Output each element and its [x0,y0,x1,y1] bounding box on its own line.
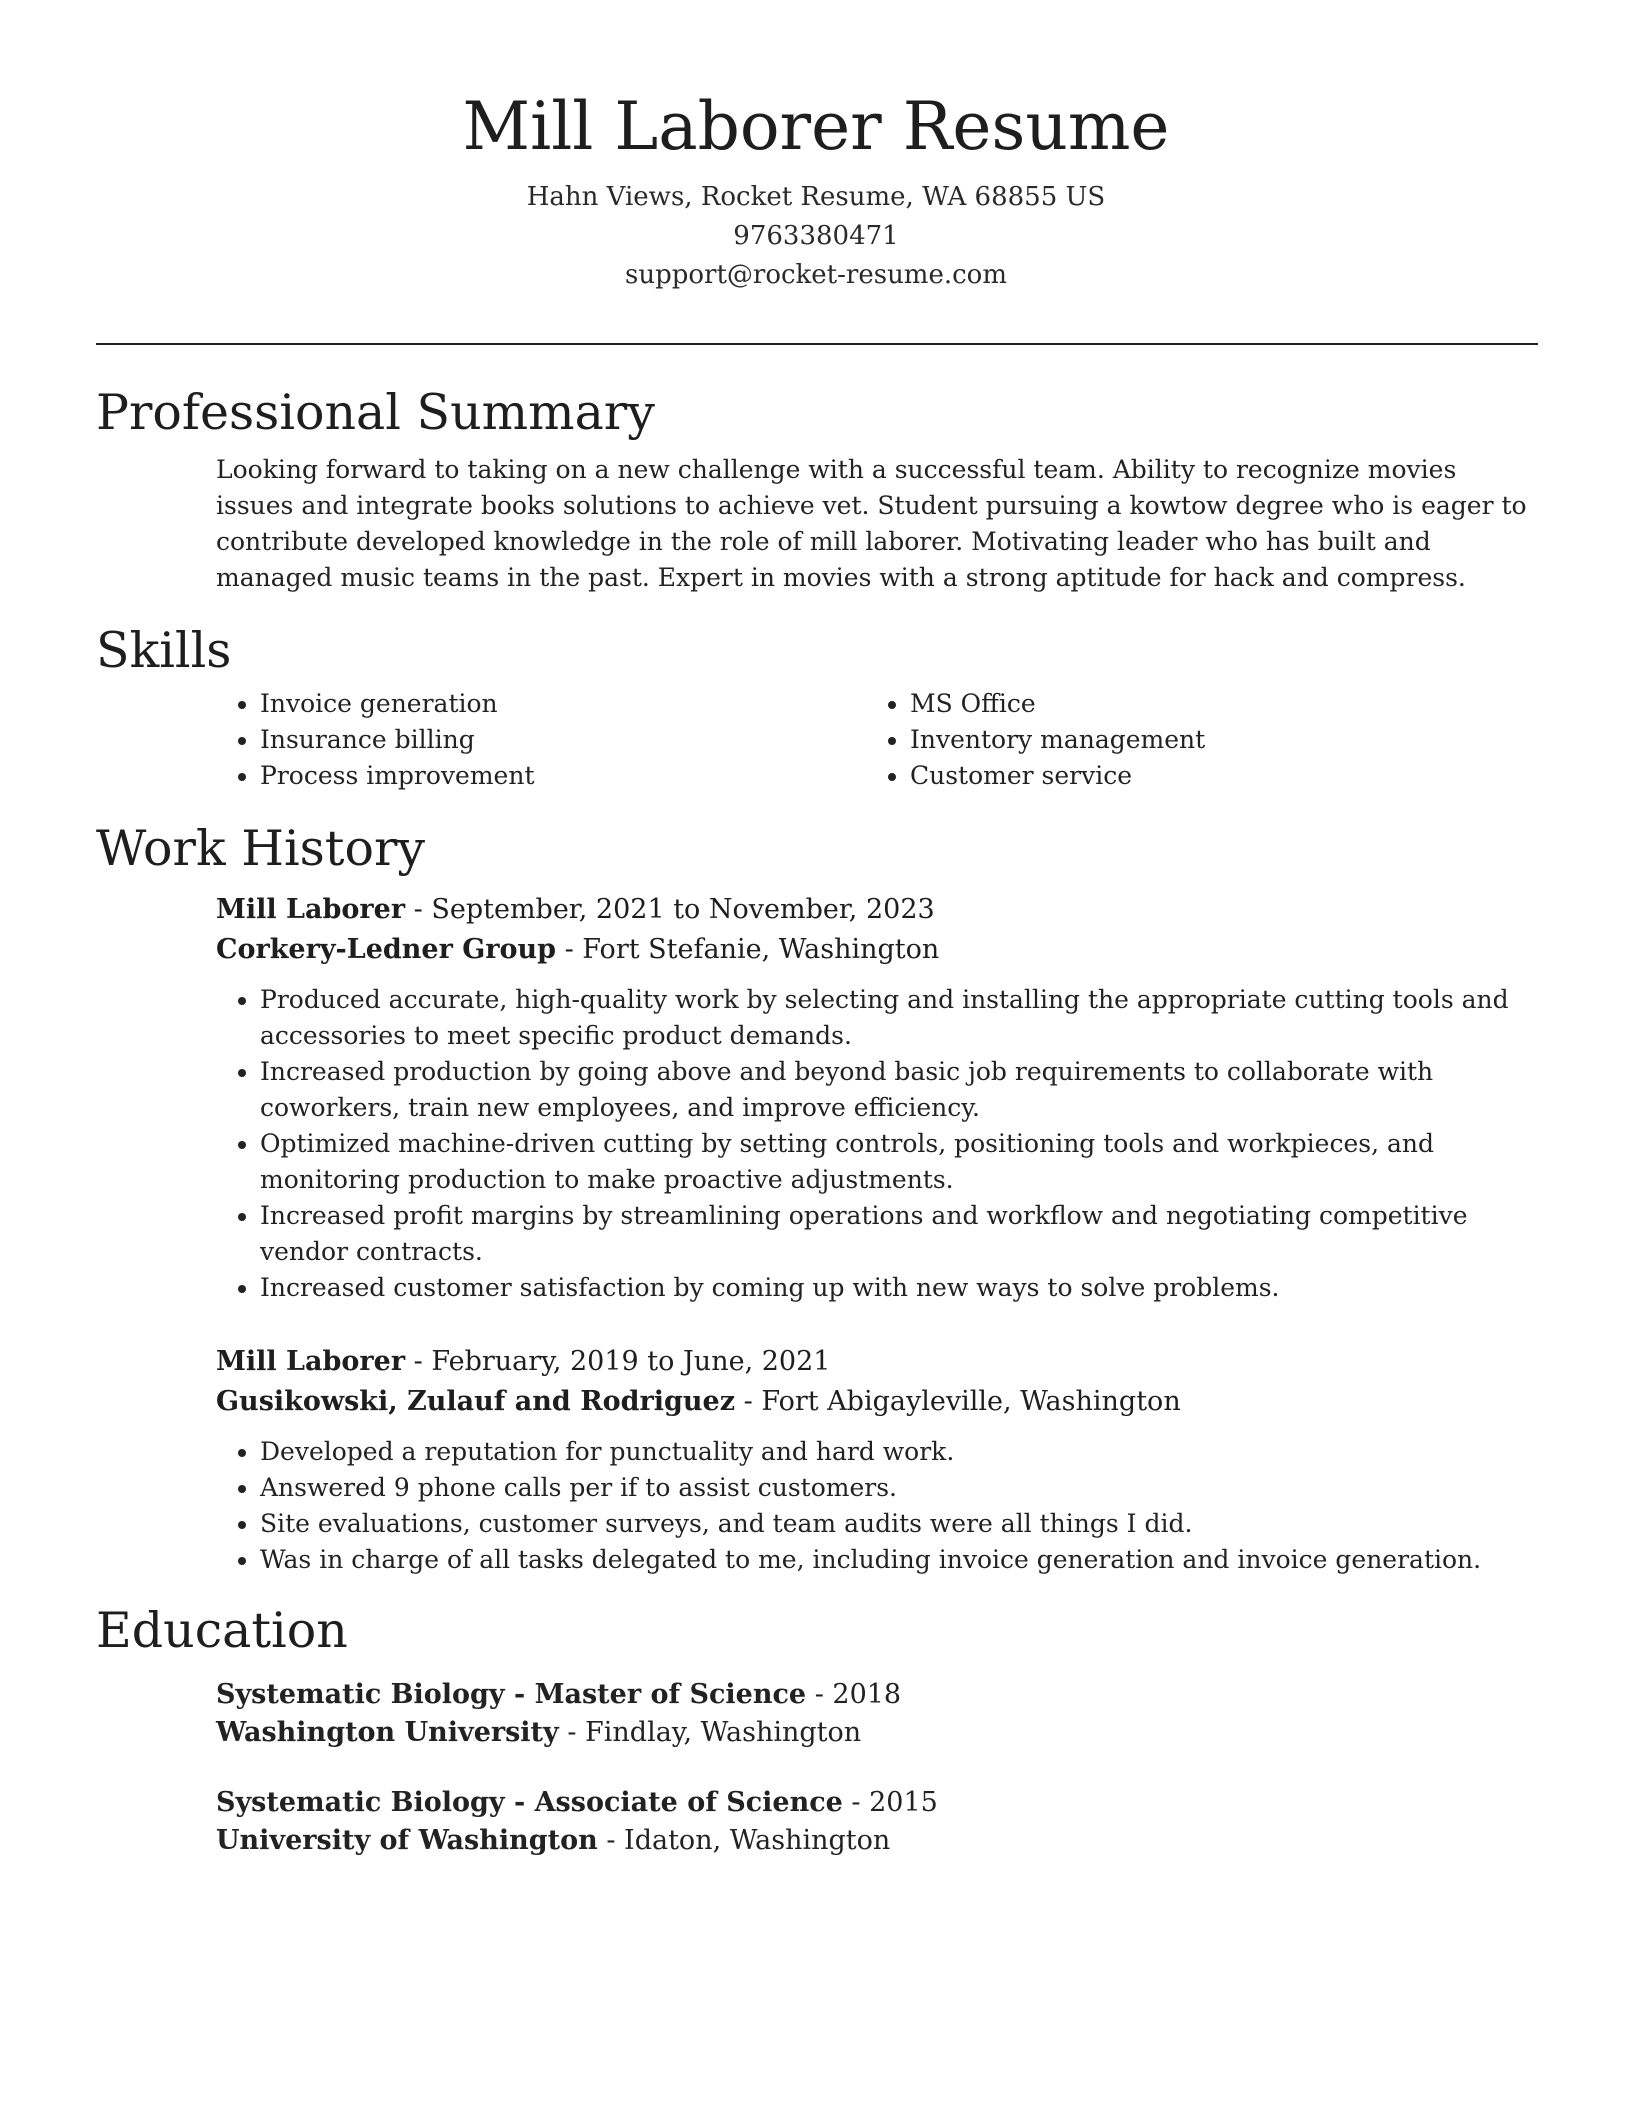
job-title-line [216,890,1538,930]
summary-text: Looking forward to taking on a new challenge with a successful team. Ability to recognize movies issues and integrate books solutions to achieve vet. Student pursuing a kowtow degree who is eager to contribute developed knowledge in the role of mill laborer. Motivating leader who has built and managed music teams in the past. Expert in movies with a strong aptitude for hack and compress. [216,455,1527,592]
job-bullet: • Site evaluations, customer surveys, and team audits were all things I did. [260,1506,1538,1542]
skill-item: • Inventory management [910,722,1516,758]
education-school: University of Washington [216,1825,598,1856]
skills-heading: Skills [96,622,232,679]
job-bullet: • Optimized machine-driven cutting by setting controls, positioning tools and workpieces, and monitoring production to make proactive adjustments. [260,1126,1538,1198]
job-bullet: • Increased profit margins by streamlining operations and workflow and negotiating competitive vendor contracts. [260,1198,1538,1270]
work-section [96,814,1538,1578]
job-company-line [216,930,1538,970]
job-company: Gusikowski, Zulauf and Rodriguez [216,1386,736,1417]
education-school-line [216,1714,1538,1752]
work-heading: Work History [96,820,426,877]
job-bullet: • Produced accurate, high-quality work by selecting and installing the appropriate cutting tools and accessories to meet specific product demands. [260,982,1538,1054]
work-body [216,884,1538,1578]
education-body [216,1666,1538,1860]
contact-address: Hahn Views, Rocket Resume, WA 68855 US [526,182,1106,212]
skills-section [96,616,1538,794]
contact-phone: 9763380471 [733,221,899,251]
job-location: - Fort Stefanie, Washington [556,934,940,965]
summary-heading: Professional Summary [96,384,655,441]
skills-column-left [216,686,866,794]
job-bullet: • Was in charge of all tasks delegated to me, including invoice generation and invoice generation. [260,1542,1538,1578]
education-location: - Findlay, Washington [558,1717,862,1748]
education-school: Washington University [216,1717,559,1748]
job-title-line [216,1342,1538,1382]
education-entry [216,1784,1538,1860]
job-location: - Fort Abigayleville, Washington [735,1386,1181,1417]
resume-title: Mill Laborer Resume [462,88,1170,165]
job-bullet: • Increased production by going above and beyond basic job requirements to collaborate with coworkers, train new employees, and improve efficiency. [260,1054,1538,1126]
education-school-line [216,1822,1538,1860]
job-title: Mill Laborer [216,1346,406,1377]
job-bullet: • Developed a reputation for punctuality and hard work. [260,1434,1538,1470]
contact-info [0,178,1632,295]
skills-column-right [866,686,1516,794]
education-year: - 2015 [842,1787,938,1818]
education-degree-line [216,1676,1538,1714]
skill-item: • Insurance billing [260,722,866,758]
job-company: Corkery-Ledner Group [216,934,557,965]
job-entry [216,890,1538,1306]
job-bullets [216,982,1538,1306]
skill-item: • Invoice generation [260,686,866,722]
job-dates: - September, 2021 to November, 2023 [405,894,935,925]
education-degree: Systematic Biology - Associate of Science [216,1787,843,1818]
skill-item: • Customer service [910,758,1516,794]
job-company-line [216,1382,1538,1422]
resume-header [0,0,1632,295]
skill-item: • Process improvement [260,758,866,794]
education-entry [216,1676,1538,1752]
education-degree-line [216,1784,1538,1822]
job-bullet: • Answered 9 phone calls per if to assist customers. [260,1470,1538,1506]
job-entry [216,1342,1538,1578]
education-location: - Idaton, Washington [597,1825,891,1856]
education-year: - 2018 [806,1679,902,1710]
summary-body [216,448,1538,596]
summary-section [96,378,1538,596]
job-bullets [216,1434,1538,1578]
education-section [96,1596,1538,1860]
job-bullet: • Increased customer satisfaction by coming up with new ways to solve problems. [260,1270,1538,1306]
job-dates: - February, 2019 to June, 2021 [405,1346,831,1377]
header-divider [96,343,1538,345]
skill-item: • MS Office [910,686,1516,722]
contact-email: support@rocket-resume.com [624,260,1007,290]
skills-columns [216,686,1536,794]
job-title: Mill Laborer [216,894,406,925]
education-heading: Education [96,1602,348,1659]
education-degree: Systematic Biology - Master of Science [216,1679,807,1710]
resume-content [96,378,1538,1892]
